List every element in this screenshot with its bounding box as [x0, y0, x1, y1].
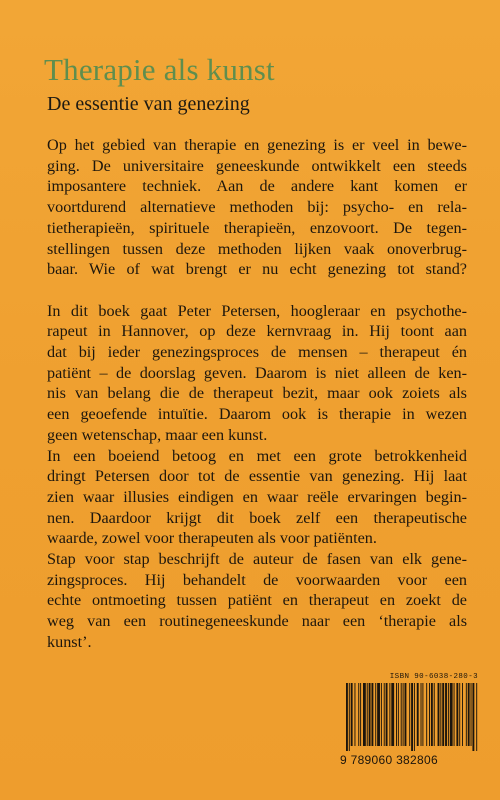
barcode-bar	[367, 683, 368, 746]
text-line: Op het gebied van therapie en genezing is er veel in bewe-	[47, 136, 467, 154]
barcode-bar	[409, 683, 410, 746]
text-line: geen wetenschap, maar een kunst.	[47, 425, 268, 444]
barcode-bar	[346, 683, 348, 751]
text-line: zingsproces. Hij behandelt de voorwaarden voor een	[47, 570, 467, 589]
barcode-bar	[386, 683, 388, 746]
barcode-bar	[434, 683, 435, 746]
text-line: kunst’.	[47, 632, 92, 651]
barcode-bar	[476, 683, 477, 751]
barcode-bar	[360, 683, 361, 746]
barcode-bar	[422, 683, 423, 746]
text-line: ging. De universitaire geneeskunde ontwikkelt een steeds	[47, 156, 467, 175]
barcode-bar	[454, 683, 455, 746]
barcode-bar	[429, 683, 430, 746]
text-line: stellingen tussen deze methoden lijken vaak onoverbrug-	[47, 239, 467, 258]
text-line: imposantere techniek. Aan de andere kant komen er	[47, 177, 467, 196]
text-line: weg van een routinegeneeskunde naar een ‘therapie als	[47, 612, 467, 631]
barcode-bar	[354, 683, 355, 746]
blurb-paragraph-1	[47, 135, 467, 280]
barcode-bar	[405, 683, 407, 746]
barcode-bar	[375, 683, 376, 746]
barcode-bar	[349, 683, 350, 751]
barcode-bar	[363, 683, 366, 746]
barcode-bar	[448, 683, 449, 746]
barcode-bar	[442, 683, 444, 746]
barcode-bar	[389, 683, 390, 746]
barcode-bar	[450, 683, 453, 746]
barcode-bar	[431, 683, 433, 746]
barcode-bar	[384, 683, 385, 746]
barcode-bar	[440, 683, 441, 746]
text-line: baar. Wie of wat brengt er nu echt genezing tot stand?	[47, 260, 467, 279]
text-line: In een boeiend betoog en met een grote betrokkenheid	[47, 446, 467, 465]
barcode-bar	[381, 683, 382, 746]
book-title: Therapie als kunst	[44, 52, 275, 87]
barcode-bar	[466, 683, 467, 746]
text-line: In dit boek gaat Peter Petersen, hoogleraar en psychothe-	[47, 301, 467, 320]
text-line: nis van belang die de therapeut bezit, maar ook zoiets als	[47, 384, 467, 403]
barcode-bar	[456, 683, 458, 746]
barcode-bar	[351, 683, 353, 746]
paragraph-gap	[47, 280, 467, 301]
book-subtitle: De essentie van genezing	[47, 93, 250, 115]
text-line: echte ontmoeting tussen patiënt en therapeut en zoekt de	[47, 591, 467, 610]
barcode-bar	[472, 683, 474, 751]
text-line: rapeut in Hannover, op deze kernvraag in. Hij toont aan	[47, 322, 467, 341]
text-line: voortdurend alternatieve methoden bij: psycho- en rela-	[47, 198, 467, 217]
blurb-text	[47, 135, 467, 653]
text-line: zien waar illusies eindigen en waar reële ervaringen begin-	[47, 487, 467, 506]
barcode-bar	[468, 683, 470, 746]
text-line: nen. Daardoor krijgt dit boek zelf een therapeutische	[47, 508, 467, 527]
barcode-bar	[471, 683, 472, 746]
blurb-paragraph-2	[47, 301, 467, 653]
isbn-label: ISBN 90-6038-280-3	[389, 673, 478, 681]
text-line: dringt Petersen door tot de essentie van genezing. Hij laat	[47, 467, 467, 486]
barcode-bar	[459, 683, 460, 746]
text-line: dat bij ieder genezingsproces de mensen – therapeut én	[47, 343, 467, 362]
barcode-bar	[417, 683, 419, 746]
text-line: waarde, zowel voor therapeuten als voor patiënten.	[47, 529, 377, 548]
text-line: Stap voor stap beschrijft de auteur de fasen van elk gene-	[47, 550, 467, 569]
barcode-bar	[438, 683, 440, 746]
barcode-bar	[426, 683, 427, 746]
barcode-bar	[396, 683, 397, 746]
barcode-bar	[358, 683, 359, 746]
barcode-bar	[403, 683, 404, 746]
barcode-bar	[371, 683, 373, 746]
barcode-bar	[369, 683, 371, 746]
barcode-bar	[462, 683, 463, 746]
text-line: tietherapieën, spirituele therapieën, enzovoort. De tegen-	[47, 218, 467, 237]
barcode-bar	[391, 683, 394, 746]
barcode-bar	[398, 683, 399, 746]
barcode-bar	[421, 683, 422, 746]
barcode-bar	[401, 683, 402, 746]
barcode-bar	[445, 683, 447, 746]
barcode-bar	[414, 683, 415, 751]
barcode	[346, 683, 480, 751]
text-line: patiënt – de doorslag geven. Daarom is niet alleen de ken-	[47, 363, 467, 382]
text-line: een geoefende intuïtie. Daarom ook is therapie in wezen	[47, 405, 467, 424]
barcode-bar	[377, 683, 380, 746]
ean-digits: 9 789060 382806	[340, 753, 438, 767]
barcode-bar	[411, 683, 413, 751]
